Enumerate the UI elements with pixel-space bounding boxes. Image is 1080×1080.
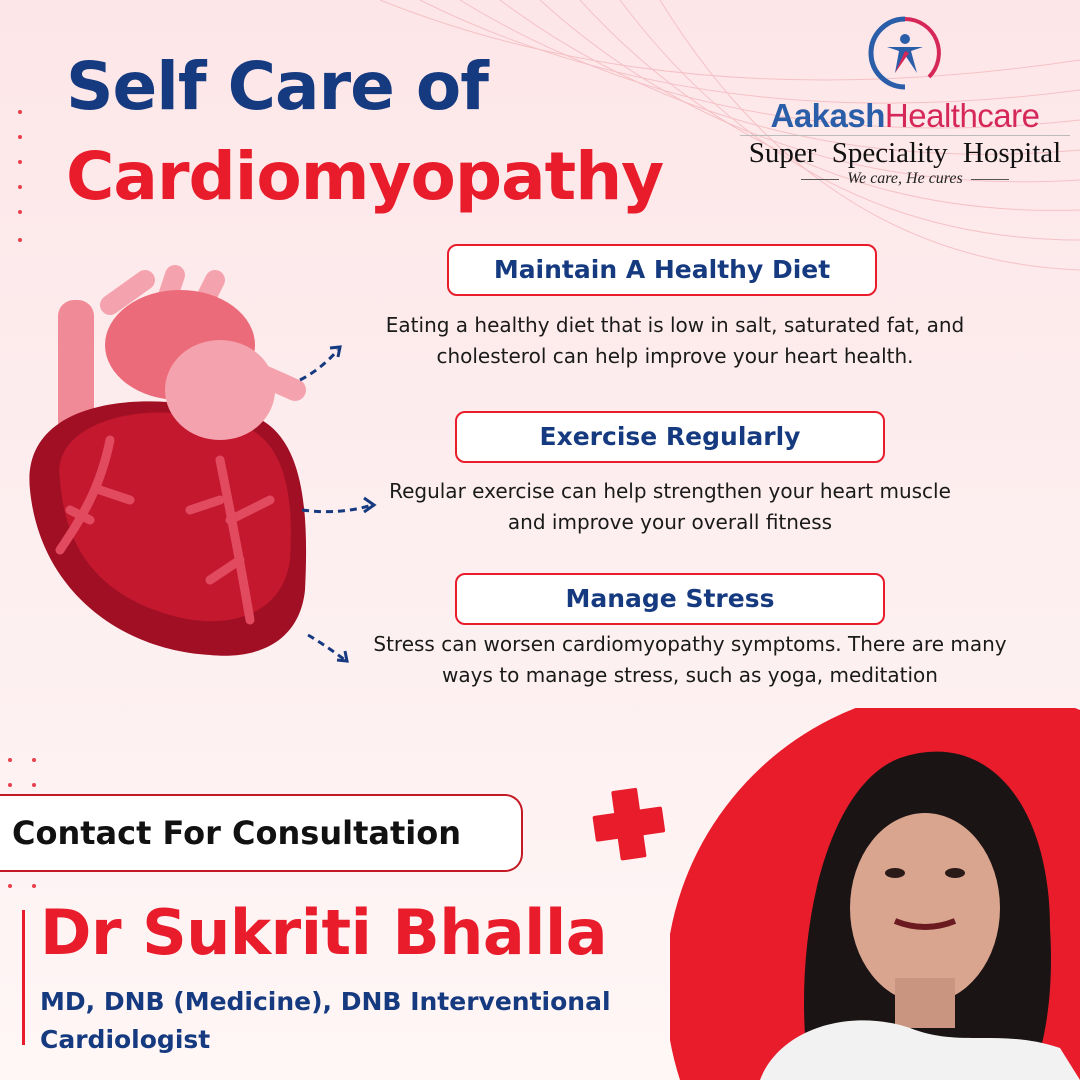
title-line2: Cardiomyopathy [66,138,664,215]
tip-heading-diet: Maintain A Healthy Diet [447,244,877,296]
contact-for-consultation: Contact For Consultation [0,794,523,872]
brand-healthcare: Healthcare [884,97,1040,134]
doctor-name: Dr Sukriti Bhalla [40,896,608,969]
logo-subtitle: Super Speciality Hospital [740,135,1070,170]
medical-cross-icon [590,785,670,865]
doctor-credentials [40,983,611,1059]
logo-tagline: We care, He cures [740,170,1070,188]
tip-heading-exercise: Exercise Regularly [455,411,885,463]
tip-text-diet: Eating a healthy diet that is low in salt, saturated fat, and cholesterol can help improve your heart health. [385,313,965,368]
tip-text-stress: Stress can worsen cardiomyopathy symptoms. There are many ways to manage stress, such as yoga, meditation [373,632,1007,687]
credentials-line1: MD, DNB (Medicine), DNB Interventional [40,987,611,1016]
brand-aakash: Aakash [770,97,885,134]
tip-heading-stress: Manage Stress [455,573,885,625]
title-line1: Self Care of [66,48,488,125]
tip-text-exercise: Regular exercise can help strengthen your heart muscle and improve your overall fitness [389,479,951,534]
credentials-line2: Cardiologist [40,1025,211,1054]
accent-line [22,910,25,1045]
hospital-logo [740,15,1070,188]
logo-figure-icon [867,15,943,91]
doctor-photo [670,708,1080,1080]
